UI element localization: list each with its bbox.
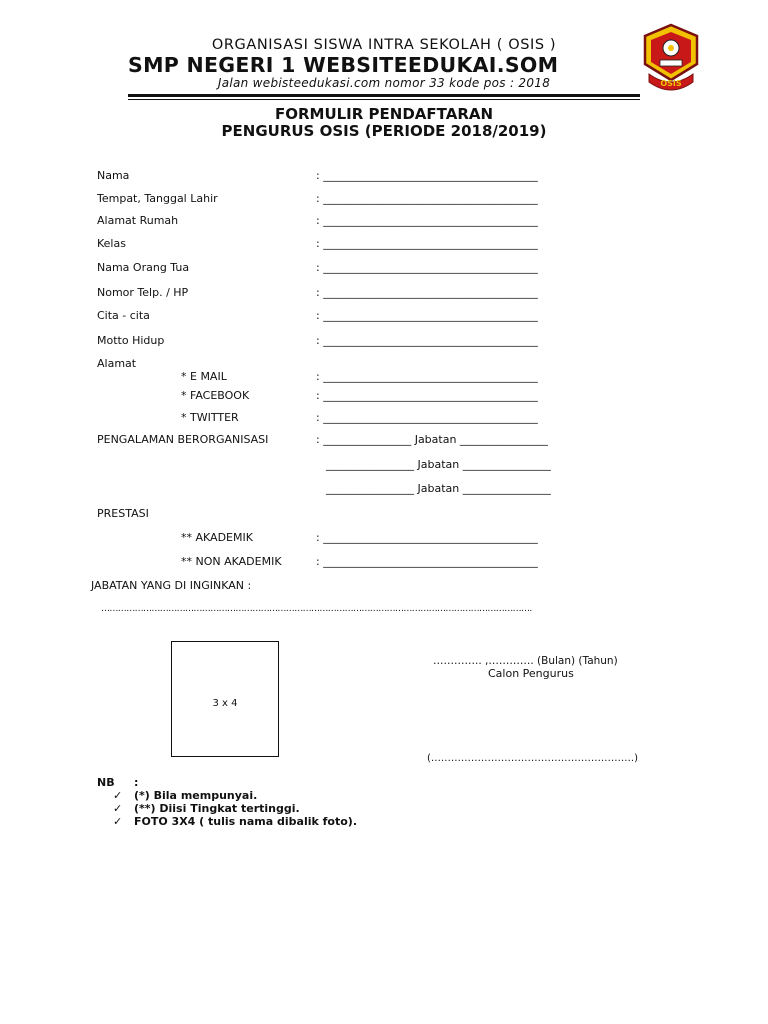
- field-line-email[interactable]: : _______________________________________: [316, 370, 538, 383]
- field-line-kelas[interactable]: : _______________________________________: [316, 237, 538, 250]
- experience-line-2[interactable]: ________________ Jabatan ________________: [326, 458, 551, 471]
- field-line-cita-cita[interactable]: : _______________________________________: [316, 309, 538, 322]
- field-label-prestasi: PRESTASI: [97, 507, 149, 520]
- note-item-2: (**) Diisi Tingkat tertinggi.: [134, 802, 300, 815]
- form-subtitle: PENGURUS OSIS (PERIODE 2018/2019): [221, 122, 547, 140]
- field-label-twitter: * TWITTER: [181, 411, 239, 424]
- check-icon: ✓: [113, 802, 123, 815]
- header-rule-thin: [128, 99, 640, 100]
- field-line-twitter[interactable]: : _______________________________________: [316, 411, 538, 424]
- field-line-alamat-rumah[interactable]: : _______________________________________: [316, 214, 538, 227]
- organization-name: ORGANISASI SISWA INTRA SEKOLAH ( OSIS ): [211, 37, 557, 53]
- field-label-motto-hidup: Motto Hidup: [97, 334, 165, 347]
- field-label-non-akademik: ** NON AKADEMIK: [181, 555, 282, 568]
- check-icon: ✓: [113, 815, 123, 828]
- field-label-alamat: Alamat: [97, 357, 137, 370]
- note-item-1: (*) Bila mempunyai.: [134, 789, 258, 802]
- note-item-3: FOTO 3X4 ( tulis nama dibalik foto).: [134, 815, 357, 828]
- photo-size-label: 3 x 4: [212, 698, 238, 709]
- field-line-nomor-telp[interactable]: : _______________________________________: [316, 286, 538, 299]
- field-line-nama-orang-tua[interactable]: : _______________________________________: [316, 261, 538, 274]
- field-line-non-akademik[interactable]: : _______________________________________: [316, 555, 538, 568]
- experience-line-3[interactable]: ________________ Jabatan ________________: [326, 482, 551, 495]
- signature-name-line[interactable]: (…………………………………………………….): [427, 753, 638, 764]
- photo-box: [171, 641, 279, 757]
- field-label-pengalaman: PENGALAMAN BERORGANISASI: [97, 433, 269, 446]
- form-title: FORMULIR PENDAFTARAN: [274, 105, 494, 123]
- school-name: SMP NEGERI 1 WEBSITEEDUKAI.SOM: [128, 53, 559, 77]
- signature-role: Calon Pengurus: [488, 667, 574, 680]
- field-label-alamat-rumah: Alamat Rumah: [97, 214, 179, 227]
- logo-text: OSIS: [660, 79, 682, 88]
- field-label-akademik: ** AKADEMIK: [181, 531, 253, 544]
- field-line-facebook[interactable]: : _______________________________________: [316, 389, 538, 402]
- field-label-email: * E MAIL: [181, 370, 227, 383]
- field-line-akademik[interactable]: : _______________________________________: [316, 531, 538, 544]
- field-line-jabatan[interactable]: ……………………………………………………………………………………………………………………………………….: [101, 604, 532, 614]
- school-address: Jalan webisteedukasi.com nomor 33 kode pos : 2018: [217, 76, 551, 90]
- check-icon: ✓: [113, 789, 123, 802]
- field-label-kelas: Kelas: [97, 237, 126, 250]
- notes-colon: :: [134, 776, 139, 789]
- field-label-facebook: * FACEBOOK: [181, 389, 250, 402]
- field-label-cita-cita: Cita - cita: [97, 309, 150, 322]
- field-label-nomor-telp: Nomor Telp. / HP: [97, 286, 189, 299]
- notes-label: NB: [97, 776, 115, 789]
- field-line-nama[interactable]: : _______________________________________: [316, 169, 538, 182]
- field-line-motto-hidup[interactable]: : _______________________________________: [316, 334, 538, 347]
- field-label-nama-orang-tua: Nama Orang Tua: [97, 261, 190, 274]
- field-line-tempat-tanggal-lahir[interactable]: : _______________________________________: [316, 192, 538, 205]
- signature-date-line[interactable]: ………….. ,…………. (Bulan) (Tahun): [433, 655, 618, 667]
- osis-logo-icon: [640, 22, 702, 96]
- header-rule-thick: [128, 94, 640, 97]
- experience-line-1[interactable]: : ________________ Jabatan ________________: [316, 433, 548, 446]
- field-label-tempat-tanggal-lahir: Tempat, Tanggal Lahir: [97, 192, 218, 205]
- field-label-nama: Nama: [97, 169, 130, 182]
- field-label-jabatan: JABATAN YANG DI INGINKAN :: [91, 579, 252, 592]
